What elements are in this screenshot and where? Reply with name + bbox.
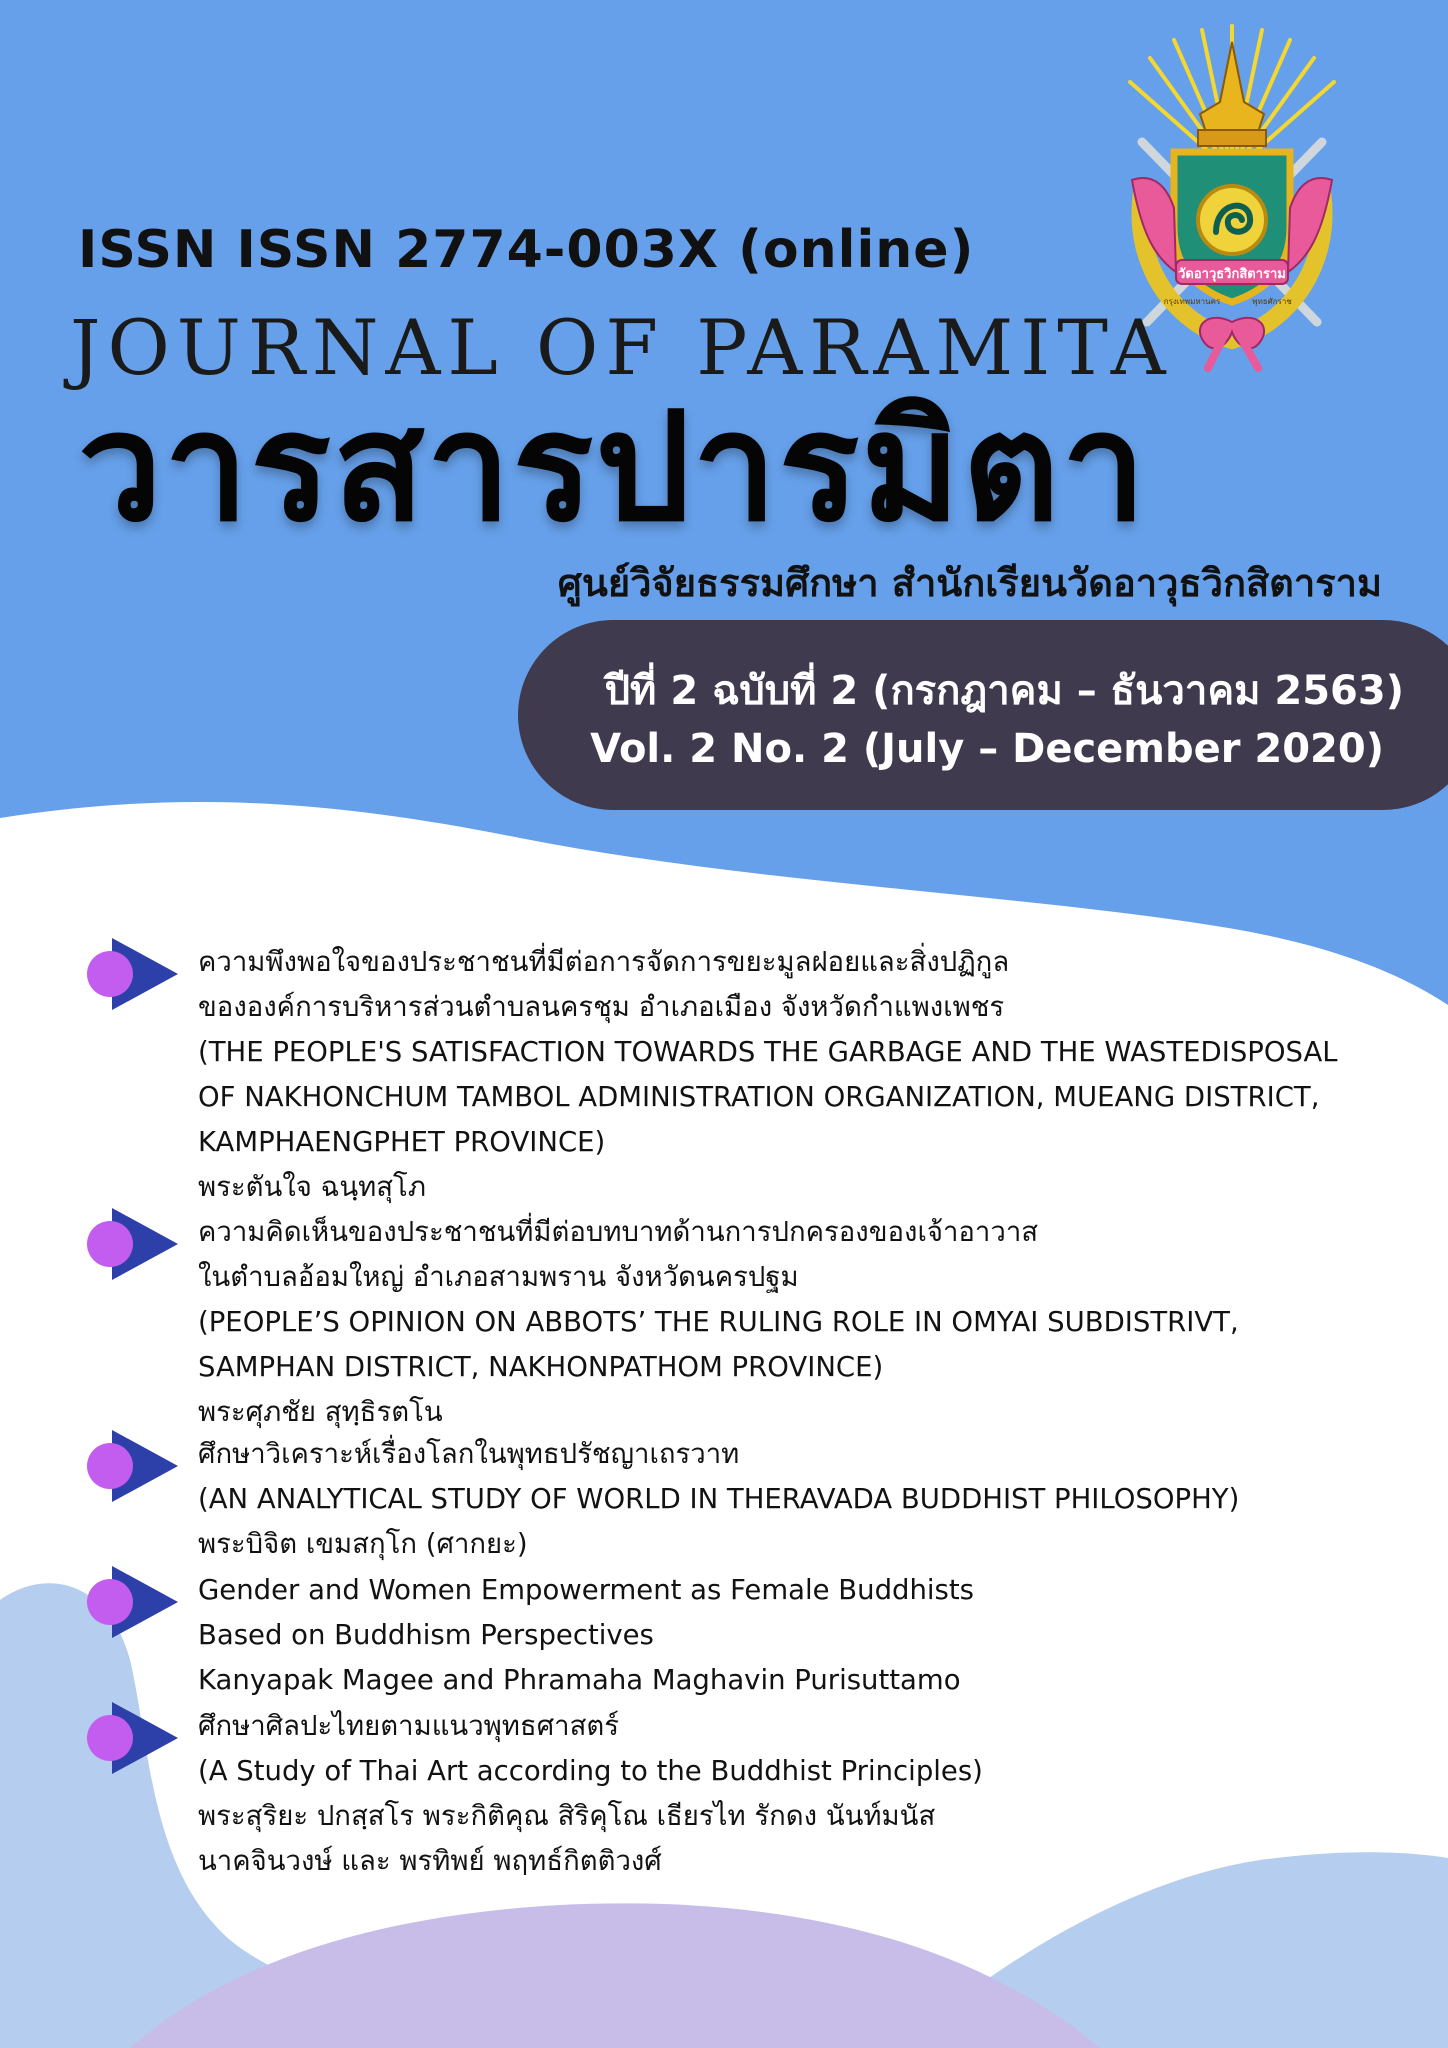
issue-text-thai: ปีที่ 2 ฉบับที่ 2 (กรกฎาคม – ธันวาคม 2563) (604, 668, 1404, 714)
journal-title-thai: วารสารปารมิตา (78, 381, 1148, 555)
toc-entry-title-line: SAMPHAN DISTRICT, NAKHONPATHOM PROVINCE) (198, 1351, 884, 1383)
toc-entry-title-line: ความคิดเห็นของประชาชนที่มีต่อบทบาทด้านการปกครองของเจ้าอาวาส (198, 1216, 1039, 1248)
toc-entry-author: พระตันใจ ฉนฺทสุโภ (198, 1171, 426, 1203)
crest-base-right-text: พุทธศักราช (1252, 297, 1292, 306)
toc-entry-text (198, 940, 1408, 1210)
toc-entry-title-line: (THE PEOPLE'S SATISFACTION TOWARDS THE GARBAGE AND THE WASTEDISPOSAL (198, 1036, 1338, 1068)
toc-entry-author: พระศุภชัย สุทฺธิรตโน (198, 1396, 443, 1428)
toc-entry-title-line: KAMPHAENGPHET PROVINCE) (198, 1126, 606, 1158)
toc-entry-text (198, 1704, 1408, 1884)
toc-entry-title-line: Gender and Women Empowerment as Female Buddhists (198, 1574, 974, 1606)
toc-entry-author: Kanyapak Magee and Phramaha Maghavin Purisuttamo (198, 1664, 961, 1696)
toc-entry-text (198, 1432, 1408, 1567)
toc-entry-title-line: (PEOPLE’S OPINION ON ABBOTS’ THE RULING ROLE IN OMYAI SUBDISTRIVT, (198, 1306, 1239, 1338)
toc-entry-title-line: (AN ANALYTICAL STUDY OF WORLD IN THERAVADA BUDDHIST PHILOSOPHY) (198, 1483, 1240, 1515)
bullet-arrow-icon (84, 1430, 184, 1504)
toc-entry-author: พระบิจิต เขมสกุโก (ศากยะ) (198, 1528, 528, 1560)
toc-entry-title-line: Based on Buddhism Perspectives (198, 1619, 654, 1651)
toc-entry-title-line: ศึกษาวิเคราะห์เรื่องโลกในพุทธปรัชญาเถรวาท (198, 1438, 740, 1470)
toc-entry-title-line: ศึกษาศิลปะไทยตามแนวพุทธศาสตร์ (198, 1710, 620, 1742)
toc-entry-title-line: ความพึงพอใจของประชาชนที่มีต่อการจัดการขยะมูลฝอยและสิ่งปฏิกูล (198, 946, 1010, 978)
toc-entry-title-line: ในตำบลอ้อมใหญ่ อำเภอสามพราน จังหวัดนครปฐม (198, 1261, 799, 1293)
institute-name: ศูนย์วิจัยธรรมศึกษา สำนักเรียนวัดอาวุธวิกสิตาราม (557, 561, 1382, 605)
bullet-arrow-icon (84, 938, 184, 1012)
bullet-arrow-icon (84, 1566, 184, 1640)
journal-title-english: JOURNAL OF PARAMITA (70, 303, 1173, 392)
issn-text: ISSN ISSN 2774-003X (online) (78, 220, 975, 280)
issue-text-english: Vol. 2 No. 2 (July – December 2020) (590, 726, 1384, 772)
toc-entry-text (198, 1210, 1408, 1435)
crest-base-left-text: กรุงเทพมหานคร (1163, 297, 1221, 306)
toc-entry-text (198, 1568, 1408, 1703)
toc-entry-title-line: ขององค์การบริหารส่วนตำบลนครชุม อำเภอเมือง จังหวัดกำแพงเพชร (198, 991, 1005, 1023)
toc-entry-title-line: (A Study of Thai Art according to the Buddhist Principles) (198, 1755, 983, 1787)
bullet-arrow-icon (84, 1702, 184, 1776)
crest-banner-text: วัดอาวุธวิกสิตาราม (1178, 267, 1286, 282)
bullet-arrow-icon (84, 1208, 184, 1282)
toc-entry-author: นาคจินวงษ์ และ พรทิพย์ พฤทธ์กิตติวงศ์ (198, 1845, 662, 1877)
toc-entry-title-line: พระสุริยะ ปกสฺสโร พระกิติคุณ สิริคุโณ เธียรไท รักดง นันท์มนัส (198, 1800, 936, 1832)
toc-entry-title-line: OF NAKHONCHUM TAMBOL ADMINISTRATION ORGANIZATION, MUEANG DISTRICT, (198, 1081, 1320, 1113)
